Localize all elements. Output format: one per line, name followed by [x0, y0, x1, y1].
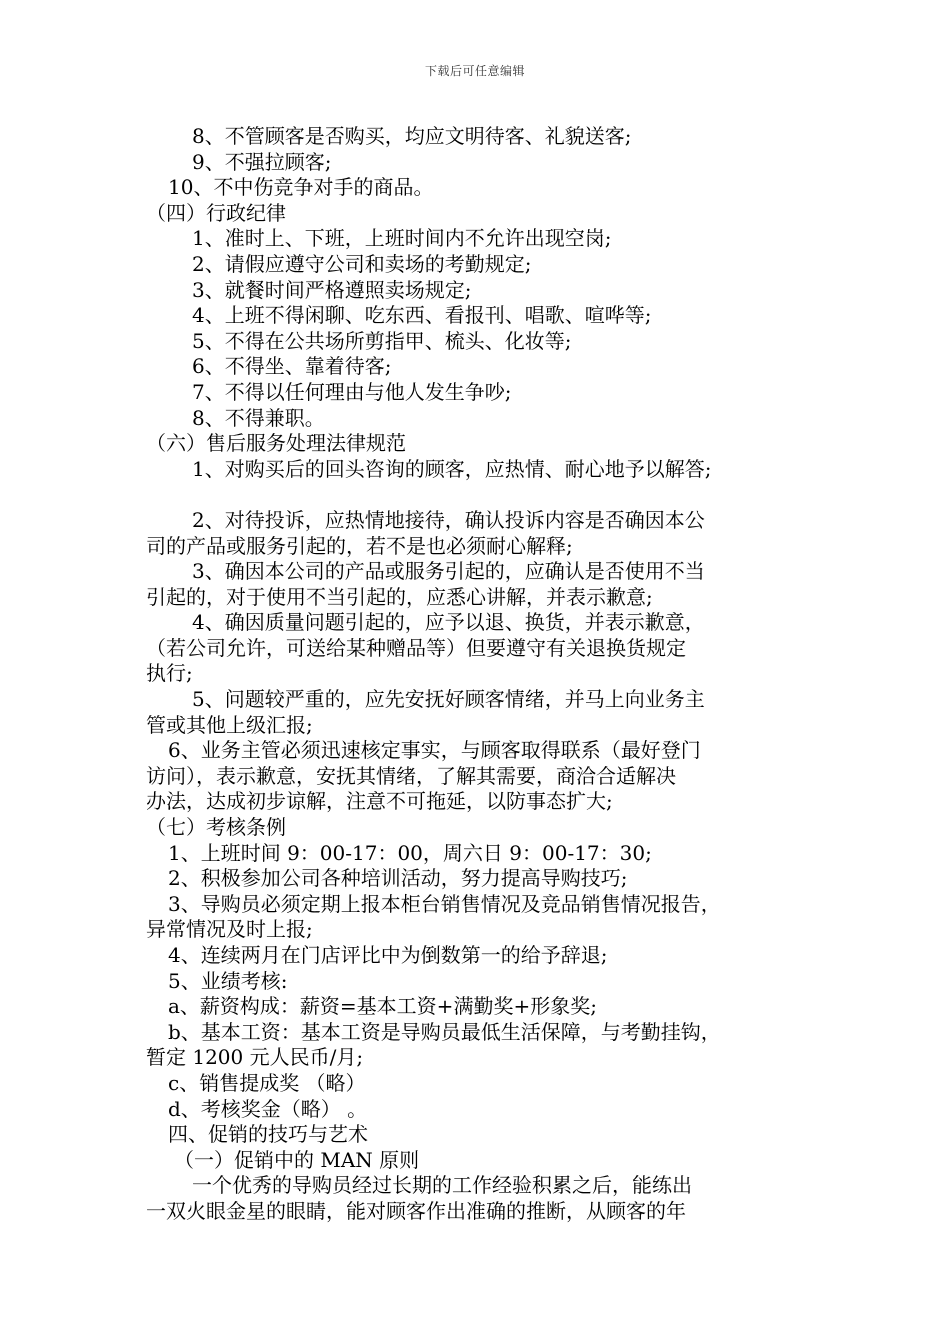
body-line: 访问），表示歉意，安抚其情绪，了解其需要，商洽合适解决	[146, 763, 676, 788]
body-line: 5、不得在公共场所剪指甲、梳头、化妆等;	[192, 328, 572, 353]
section-heading: （七）考核条例	[146, 815, 286, 840]
section-heading: （六）售后服务处理法律规范	[146, 431, 406, 456]
body-line: 暂定 1200 元人民币/月;	[146, 1045, 364, 1070]
body-line: d、考核奖金（略） 。	[168, 1096, 368, 1121]
body-line: 3、导购员必须定期上报本柜台销售情况及竞品销售情况报告，	[168, 891, 721, 916]
body-line: 1、准时上、下班，上班时间内不允许出现空岗;	[192, 226, 612, 251]
body-line: 5、业绩考核:	[168, 968, 288, 993]
body-line: b、基本工资：基本工资是导购员最低生活保障，与考勤挂钩，	[168, 1019, 721, 1044]
section-heading: （一）促销中的 MAN 原则	[174, 1147, 420, 1172]
body-line: 异常情况及时上报;	[146, 917, 313, 942]
body-line: 管或其他上级汇报;	[146, 712, 313, 737]
body-line: 5、问题较严重的，应先安抚好顾客情绪，并马上向业务主	[192, 687, 705, 712]
body-line: 6、业务主管必须迅速核定事实，与顾客取得联系（最好登门	[168, 738, 701, 763]
body-line: 执行;	[146, 661, 193, 686]
body-line: 8、不管顾客是否购买，均应文明待客、礼貌送客;	[192, 124, 632, 148]
body-line: 4、确因质量问题引起的，应予以退、换货，并表示歉意，	[192, 610, 705, 635]
body-line: 一个优秀的导购员经过长期的工作经验积累之后，能练出	[192, 1173, 692, 1198]
body-line: 6、不得坐、靠着待客;	[192, 354, 392, 379]
section-heading: （四）行政纪律	[146, 200, 286, 225]
body-line: 8、不得兼职。	[192, 405, 325, 430]
page-header-note: 下载后可任意编辑	[424, 64, 525, 78]
body-line: 1、对购买后的回头咨询的顾客，应热情、耐心地予以解答;	[192, 456, 712, 481]
body-line: c、销售提成奖 （略）	[168, 1070, 366, 1095]
body-line: 4、上班不得闲聊、吃东西、看报刊、唱歌、喧哗等;	[192, 303, 652, 328]
document-body	[146, 124, 816, 1225]
body-line: 办法，达成初步谅解，注意不可拖延，以防事态扩大;	[146, 789, 613, 814]
body-line: 2、积极参加公司各种培训活动，努力提高导购技巧;	[168, 866, 628, 891]
section-heading: 四、促销的技巧与艺术	[168, 1122, 368, 1147]
body-line: 7、不得以任何理由与他人发生争吵;	[192, 379, 512, 404]
body-line: 4、连续两月在门店评比中为倒数第一的给予辞退;	[168, 943, 608, 967]
body-line: 司的产品或服务引起的，若不是也必须耐心解释;	[146, 533, 573, 558]
body-line: 9、不强拉顾客;	[192, 149, 332, 174]
body-line: 一双火眼金星的眼睛，能对顾客作出准确的推断，从顾客的年	[146, 1198, 686, 1223]
body-line: 1、上班时间 9：00-17：00，周六日 9：00-17：30;	[168, 840, 652, 865]
body-line: 引起的，对于使用不当引起的，应悉心讲解，并表示歉意;	[146, 584, 653, 609]
body-line: 3、就餐时间严格遵照卖场规定;	[192, 277, 472, 302]
body-line: a、薪资构成：薪资=基本工资+满勤奖+形象奖;	[168, 994, 597, 1019]
body-line: 3、确因本公司的产品或服务引起的，应确认是否使用不当	[192, 559, 705, 584]
body-line: 2、对待投诉，应热情地接待，确认投诉内容是否确因本公	[192, 507, 705, 532]
body-line: 10、不中伤竞争对手的商品。	[168, 175, 434, 200]
body-line: （若公司允许，可送给某种赠品等）但要遵守有关退换货规定	[146, 635, 686, 660]
blank-line	[146, 482, 816, 508]
body-line: 2、请假应遵守公司和卖场的考勤规定;	[192, 251, 532, 276]
